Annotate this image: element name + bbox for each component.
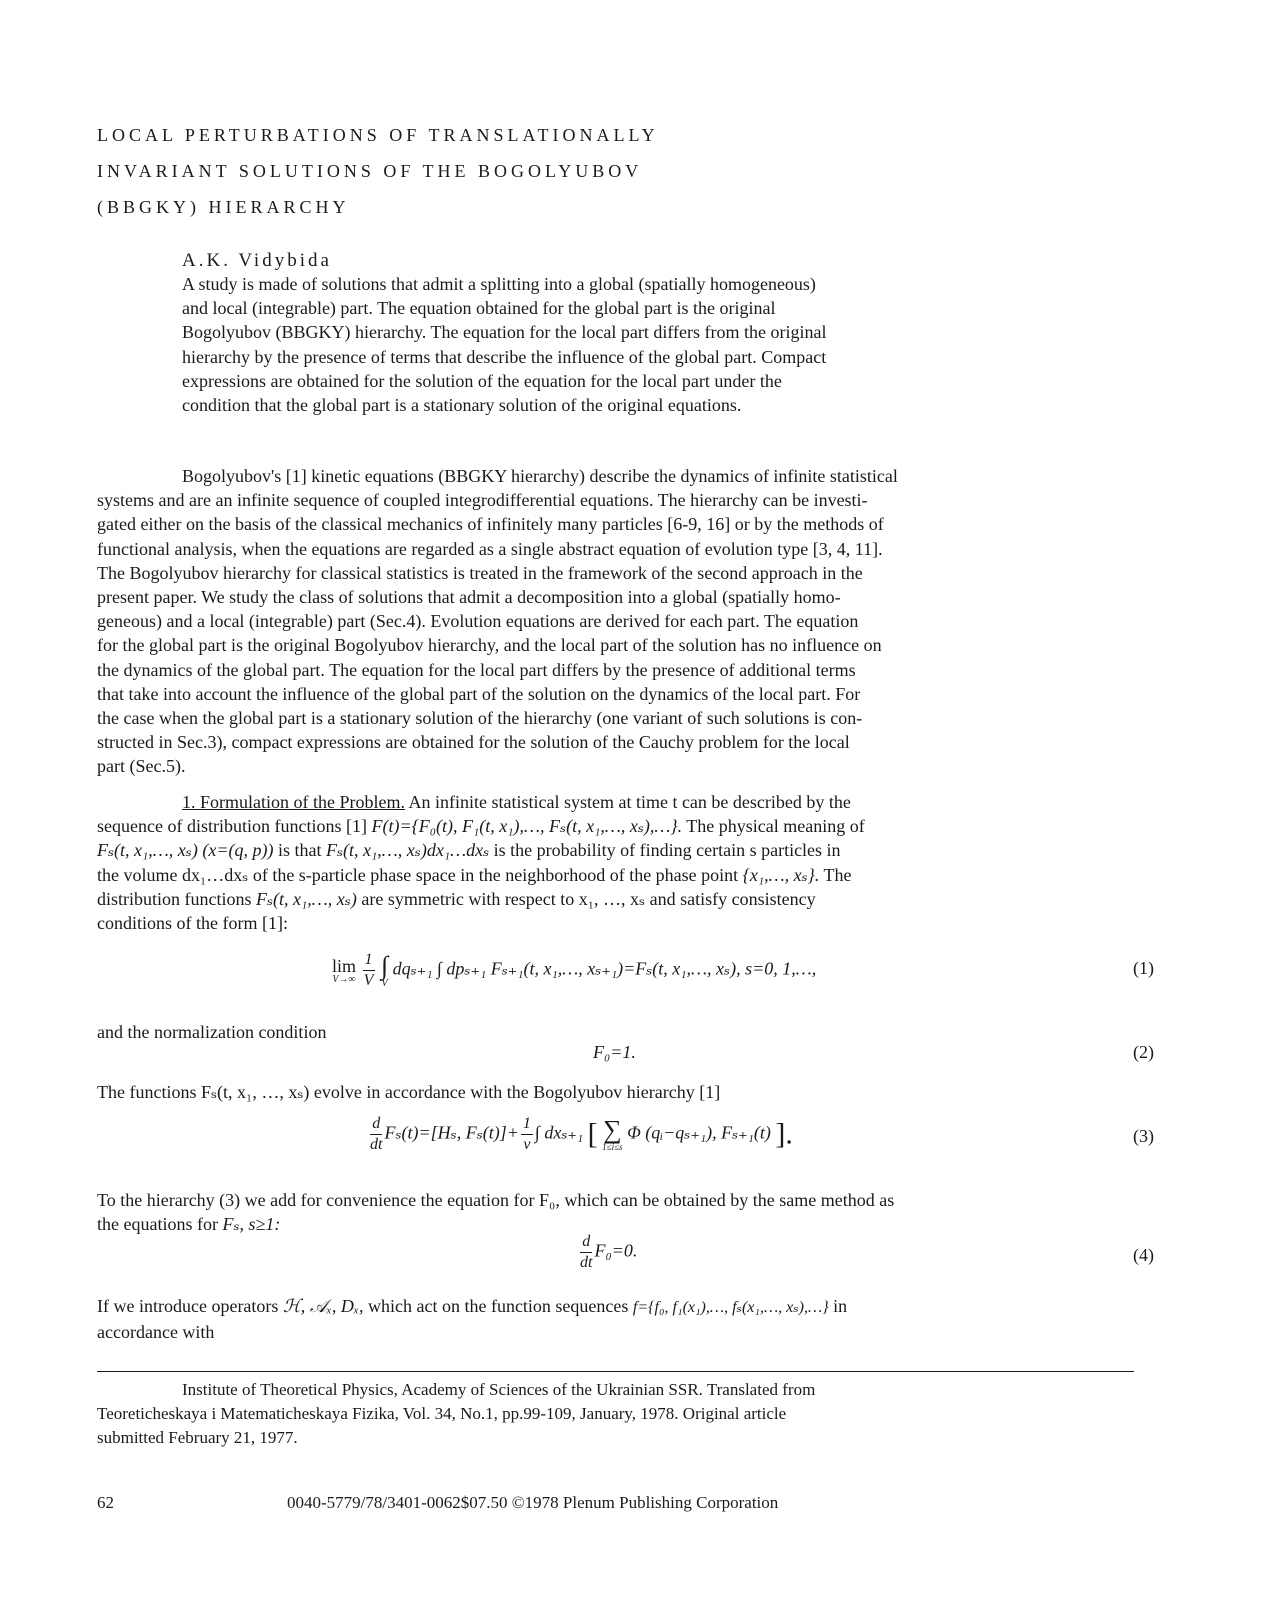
intro-line: for the global part is the original Bogolyubov hierarchy, and the local part of the solution has no influence on xyxy=(97,635,882,656)
sum-subscript: 1≤i≤s xyxy=(602,1142,623,1152)
operators-paragraph xyxy=(97,1294,1157,1344)
footnote-line: submitted February 21, 1977. xyxy=(97,1428,298,1447)
integral-term: ∫ dxₛ₊₁ xyxy=(534,1122,584,1143)
abstract-line: expressions are obtained for the solution of the equation for the local part under the xyxy=(182,370,782,391)
inline-math: Fₛ(t, x₁,…, xₛ) xyxy=(256,888,357,909)
section-text: If we introduce operators xyxy=(97,1296,283,1316)
intro-line: functional analysis, when the equations are regarded as a single abstract equation of evolution type [3, 4, 11]. xyxy=(97,538,883,559)
section-text: is the probability of finding certain s particles in xyxy=(489,840,841,861)
inline-math: F(t)={F₀(t), F₁(t, x₁),…, Fₛ(t, x₁,…, xₛ),…}. xyxy=(371,816,683,837)
section-text: distribution functions xyxy=(97,888,256,909)
inline-math: Fₛ, s≥1: xyxy=(222,1214,281,1235)
section-text: the volume dx₁…dxₛ of the s-particle phase space in the neighborhood of the phase point xyxy=(97,864,743,885)
derivative-fraction xyxy=(370,1116,382,1153)
section-1-line-5 xyxy=(97,887,1157,911)
fraction-numerator: 1 xyxy=(521,1116,533,1135)
abstract-line: Bogolyubov (BBGKY) hierarchy. The equation for the local part differs from the original xyxy=(182,322,827,343)
hierarchy-paragraph xyxy=(97,1188,1157,1236)
intro-line: structed in Sec.3), compact expressions are obtained for the solution of the Cauchy problem for the local xyxy=(97,732,850,753)
intro-line: The Bogolyubov hierarchy for classical statistics is treated in the framework of the second approach in the xyxy=(97,562,863,583)
intro-line: that take into account the influence of the global part of the solution on the dynamics of the local part. For xyxy=(97,683,861,704)
title-line-2: INVARIANT SOLUTIONS OF THE BOGOLYUBOV xyxy=(97,161,643,181)
intro-line: present paper. We study the class of solutions that admit a decomposition into a global (spatially homo- xyxy=(97,587,841,608)
fraction-numerator: d xyxy=(580,1234,592,1253)
section-1-line-1 xyxy=(97,790,1157,814)
fraction-denominator: v xyxy=(523,1136,531,1153)
fraction-numerator: d xyxy=(370,1116,382,1135)
integral-sign xyxy=(381,950,389,989)
equation-number-1: (1) xyxy=(1133,958,1154,978)
author: A.K. Vidybida xyxy=(182,250,332,271)
fraction-denominator: dt xyxy=(580,1254,593,1271)
equation-number-2: (2) xyxy=(1133,1042,1154,1062)
inline-math: ℋ, 𝒜ₓ, Dₓ, xyxy=(282,1296,364,1316)
section-text: The xyxy=(819,864,852,885)
fraction xyxy=(363,952,375,989)
functions-line: The functions Fₛ(t, x₁, …, xₛ) evolve in accordance with the Bogolyubov hierarchy [1] xyxy=(97,1082,721,1102)
abstract-line: and local (integrable) part. The equation obtained for the global part is the original xyxy=(182,298,776,319)
derivative-fraction xyxy=(580,1234,592,1271)
title-line-1: LOCAL PERTURBATIONS OF TRANSLATIONALLY xyxy=(97,125,659,145)
hierarchy-line-2 xyxy=(97,1212,1157,1236)
intro-line: the case when the global part is a stationary solution of the hierarchy (one variant of such solutions is con- xyxy=(97,708,863,729)
bracket-close: ]. xyxy=(775,1117,793,1151)
intro-paragraph xyxy=(97,464,1157,779)
intro-line: geneous) and a local (integrable) part (Sec.4). Evolution equations are derived for each part. The equation xyxy=(97,611,859,632)
limit-subscript: V→∞ xyxy=(332,973,356,985)
publication-code: 0040-5779/78/3401-0062$07.50 ©1978 Plenum Publishing Corporation xyxy=(287,1493,779,1512)
sum-operator xyxy=(602,1117,622,1152)
equation-4 xyxy=(578,1234,637,1271)
page-number: 62 xyxy=(97,1493,114,1512)
section-text: The physical meaning of xyxy=(682,816,865,837)
sum-body: Φ (qᵢ−qₛ₊₁), Fₛ₊₁(t) xyxy=(627,1122,771,1143)
intro-line: the dynamics of the global part. The equation for the local part differs by the presence of additional terms xyxy=(97,659,856,680)
equation-number-4: (4) xyxy=(1133,1245,1154,1265)
intro-line: systems and are an infinite sequence of coupled integrodifferential equations. The hierarchy can be investi- xyxy=(97,490,868,511)
section-1-line-6: conditions of the form [1]: xyxy=(97,913,288,934)
equation-3 xyxy=(368,1116,793,1153)
fraction-denominator: V xyxy=(363,972,374,989)
operators-line-1 xyxy=(97,1294,1157,1320)
integral-subscript: V xyxy=(381,977,388,989)
inline-math: f={f₀, f₁(x₁),…, fₛ(x₁,…, xₛ),…} xyxy=(632,1299,829,1316)
inline-math: Fₛ(t, x₁,…, xₛ) (x=(q, p)) xyxy=(97,840,274,861)
bracket-open: [ xyxy=(587,1117,598,1151)
sum-symbol: ∑ xyxy=(603,1115,622,1144)
section-text: are symmetric with respect to x₁, …, xₛ and satisfy consistency xyxy=(356,888,816,909)
section-text: sequence of distribution functions [1] xyxy=(97,816,372,837)
equation-body: dqₛ₊₁ ∫ dpₛ₊₁ Fₛ₊₁(t, x₁,…, xₛ₊₁)=Fₛ(t, x₁,…, xₛ), s=0, 1,…, xyxy=(392,958,817,979)
footnote-divider xyxy=(97,1371,1134,1372)
abstract xyxy=(182,272,1062,417)
integral-symbol: ∫ xyxy=(381,950,389,980)
abstract-line: A study is made of solutions that admit a splitting into a global (spatially homogeneous) xyxy=(182,274,816,294)
section-1-paragraph xyxy=(97,790,1157,935)
limit-operator xyxy=(332,957,356,985)
section-text: is that xyxy=(273,840,326,861)
section-text: which act on the function sequences xyxy=(363,1296,633,1316)
intro-line: gated either on the basis of the classical mechanics of infinitely many particles [6-9, 16] or by the methods of xyxy=(97,514,884,535)
fraction-numerator: 1 xyxy=(363,952,375,971)
section-1-line-4 xyxy=(97,863,1157,887)
section-text: the equations for xyxy=(97,1214,223,1235)
equation-1 xyxy=(332,952,816,989)
section-text: in xyxy=(828,1296,848,1316)
title-line-3: (BBGKY) HIERARCHY xyxy=(97,197,350,217)
footnote xyxy=(97,1378,815,1450)
fraction-denominator: dt xyxy=(370,1136,383,1153)
operators-line-2: accordance with xyxy=(97,1322,215,1343)
section-1-line-3 xyxy=(97,838,1157,862)
abstract-line: condition that the global part is a stationary solution of the original equations. xyxy=(182,395,742,416)
section-1-line-2 xyxy=(97,814,1157,838)
limit-text: lim xyxy=(332,955,357,976)
equation-body: F₀=0. xyxy=(594,1240,638,1261)
footnote-line: Teoreticheskaya i Matematicheskaya Fizika, Vol. 34, No.1, pp.99-109, January, 1978. Original article xyxy=(97,1404,787,1423)
inline-math: Fₛ(t, x₁,…, xₛ)dx₁…dxₛ xyxy=(325,840,490,861)
intro-line: part (Sec.5). xyxy=(97,756,186,777)
normalization-text: and the normalization condition xyxy=(97,1022,327,1042)
abstract-line: hierarchy by the presence of terms that describe the influence of the global part. Compact xyxy=(182,346,827,367)
inline-math: {x₁,…, xₛ}. xyxy=(742,864,820,885)
intro-line: Bogolyubov's [1] kinetic equations (BBGKY hierarchy) describe the dynamics of infinite statistical xyxy=(182,466,898,486)
footnote-line: Institute of Theoretical Physics, Academy of Sciences of the Ukrainian SSR. Translated from xyxy=(182,1380,816,1399)
hierarchy-line-1: To the hierarchy (3) we add for convenience the equation for F₀, which can be obtained by the same method as xyxy=(97,1190,895,1210)
equation-number-3: (3) xyxy=(1133,1126,1154,1146)
equation-2: F₀=1. xyxy=(593,1042,636,1062)
section-heading: 1. Formulation of the Problem. xyxy=(182,792,405,812)
section-text: An infinite statistical system at time t can be described by the xyxy=(404,792,851,812)
fraction xyxy=(521,1116,533,1153)
equation-body: Fₛ(t)=[Hₛ, Fₛ(t)]+ xyxy=(384,1122,519,1143)
